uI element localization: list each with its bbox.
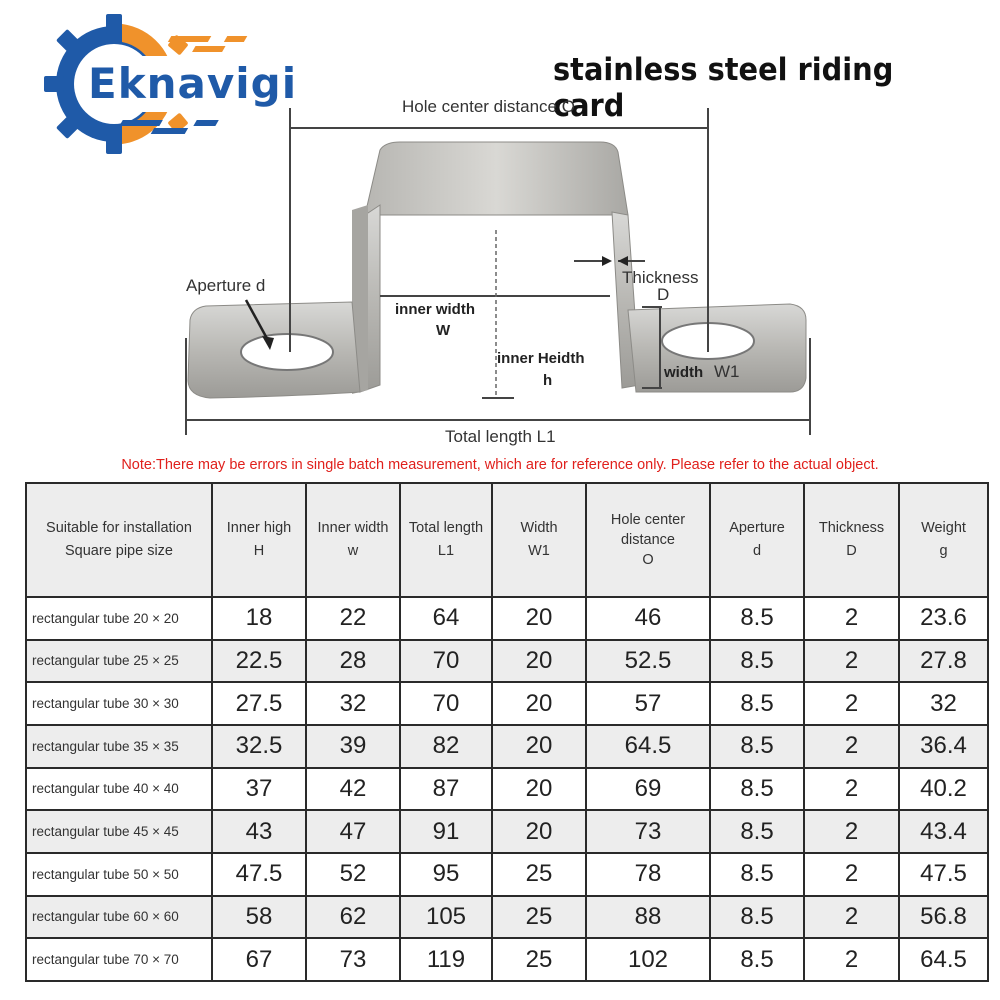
table-row	[26, 938, 988, 981]
cell-inner-high: 18	[212, 597, 306, 640]
cell-thickness: 2	[804, 640, 899, 683]
cell-inner-high: 58	[212, 896, 306, 939]
cell-width: 20	[492, 810, 586, 853]
cell-inner-width: 32	[306, 682, 400, 725]
cell-inner-width: 52	[306, 853, 400, 896]
cell-inner-high: 37	[212, 768, 306, 811]
cell-hole-center: 73	[586, 810, 710, 853]
cell-weight: 23.6	[899, 597, 988, 640]
cell-width: 20	[492, 725, 586, 768]
cell-hole-center: 46	[586, 597, 710, 640]
label-inner-width: inner width	[395, 301, 475, 318]
cell-inner-high: 32.5	[212, 725, 306, 768]
table-row	[26, 768, 988, 811]
cell-pipe-size: rectangular tube 20 × 20	[26, 597, 212, 640]
cell-inner-high: 43	[212, 810, 306, 853]
cell-total-length: 91	[400, 810, 492, 853]
cell-weight: 47.5	[899, 853, 988, 896]
spec-table-body	[26, 597, 988, 981]
cell-aperture: 8.5	[710, 682, 804, 725]
spec-table	[25, 482, 989, 982]
cell-total-length: 70	[400, 682, 492, 725]
cell-width: 20	[492, 682, 586, 725]
cell-inner-width: 28	[306, 640, 400, 683]
cell-aperture: 8.5	[710, 725, 804, 768]
cell-total-length: 70	[400, 640, 492, 683]
cell-hole-center: 69	[586, 768, 710, 811]
cell-thickness: 2	[804, 938, 899, 981]
cell-inner-high: 27.5	[212, 682, 306, 725]
cell-thickness: 2	[804, 810, 899, 853]
label-total-length: Total length L1	[445, 427, 556, 446]
cell-pipe-size: rectangular tube 35 × 35	[26, 725, 212, 768]
cell-aperture: 8.5	[710, 810, 804, 853]
cell-aperture: 8.5	[710, 938, 804, 981]
cell-inner-width: 22	[306, 597, 400, 640]
cell-pipe-size: rectangular tube 50 × 50	[26, 853, 212, 896]
label-width-symbol: W1	[714, 362, 740, 381]
cell-thickness: 2	[804, 853, 899, 896]
label-inner-height: inner Heidth	[497, 350, 585, 367]
table-row	[26, 725, 988, 768]
cell-weight: 43.4	[899, 810, 988, 853]
cell-aperture: 8.5	[710, 597, 804, 640]
label-hole-center-distance: Hole center distance O	[402, 97, 575, 116]
cell-weight: 64.5	[899, 938, 988, 981]
cell-aperture: 8.5	[710, 640, 804, 683]
header-inner-width: Inner width w	[306, 483, 400, 597]
cell-pipe-size: rectangular tube 25 × 25	[26, 640, 212, 683]
cell-weight: 36.4	[899, 725, 988, 768]
cell-inner-width: 73	[306, 938, 400, 981]
cell-weight: 32	[899, 682, 988, 725]
cell-inner-high: 67	[212, 938, 306, 981]
cell-hole-center: 78	[586, 853, 710, 896]
table-row	[26, 640, 988, 683]
header-weight: Weight g	[899, 483, 988, 597]
cell-total-length: 64	[400, 597, 492, 640]
cell-thickness: 2	[804, 725, 899, 768]
cell-hole-center: 88	[586, 896, 710, 939]
table-row	[26, 896, 988, 939]
measurement-note: Note:There may be errors in single batch measurement, which are for reference only. Please refer to the actual object.	[121, 457, 879, 473]
bracket-diagram	[0, 0, 1000, 455]
cell-total-length: 119	[400, 938, 492, 981]
cell-thickness: 2	[804, 768, 899, 811]
cell-total-length: 105	[400, 896, 492, 939]
cell-width: 25	[492, 853, 586, 896]
cell-width: 20	[492, 768, 586, 811]
label-thickness-symbol: D	[657, 285, 670, 304]
cell-weight: 40.2	[899, 768, 988, 811]
cell-pipe-size: rectangular tube 70 × 70	[26, 938, 212, 981]
header-aperture: Aperture d	[710, 483, 804, 597]
table-row	[26, 810, 988, 853]
table-row	[26, 682, 988, 725]
header-thickness: Thickness D	[804, 483, 899, 597]
cell-width: 20	[492, 640, 586, 683]
page-title: stainless steel riding card	[553, 52, 894, 124]
header-pipe-size: Suitable for installation Square pipe size	[26, 483, 212, 597]
cell-weight: 56.8	[899, 896, 988, 939]
cell-weight: 27.8	[899, 640, 988, 683]
cell-aperture: 8.5	[710, 853, 804, 896]
label-inner-height-symbol: h	[543, 372, 553, 389]
cell-width: 25	[492, 896, 586, 939]
bracket-illustration	[0, 0, 1000, 455]
header-hole-center: Hole center distance O	[586, 483, 710, 597]
cell-hole-center: 57	[586, 682, 710, 725]
cell-total-length: 95	[400, 853, 492, 896]
table-header-row	[26, 483, 988, 597]
cell-pipe-size: rectangular tube 45 × 45	[26, 810, 212, 853]
cell-thickness: 2	[804, 682, 899, 725]
cell-hole-center: 52.5	[586, 640, 710, 683]
cell-thickness: 2	[804, 597, 899, 640]
cell-total-length: 87	[400, 768, 492, 811]
cell-inner-width: 47	[306, 810, 400, 853]
cell-pipe-size: rectangular tube 30 × 30	[26, 682, 212, 725]
cell-pipe-size: rectangular tube 60 × 60	[26, 896, 212, 939]
label-width: width	[664, 364, 704, 381]
header-total-length: Total length L1	[400, 483, 492, 597]
cell-aperture: 8.5	[710, 768, 804, 811]
label-aperture: Aperture d	[186, 276, 266, 295]
header-width: Width W1	[492, 483, 586, 597]
table-row	[26, 597, 988, 640]
cell-inner-high: 22.5	[212, 640, 306, 683]
cell-hole-center: 102	[586, 938, 710, 981]
cell-inner-width: 62	[306, 896, 400, 939]
cell-width: 25	[492, 938, 586, 981]
brand-name: Eknavigi	[84, 56, 301, 112]
cell-aperture: 8.5	[710, 896, 804, 939]
cell-inner-width: 42	[306, 768, 400, 811]
header-inner-high: Inner high H	[212, 483, 306, 597]
cell-inner-width: 39	[306, 725, 400, 768]
cell-width: 20	[492, 597, 586, 640]
cell-inner-high: 47.5	[212, 853, 306, 896]
cell-thickness: 2	[804, 896, 899, 939]
cell-hole-center: 64.5	[586, 725, 710, 768]
label-inner-width-symbol: W	[436, 322, 451, 339]
cell-pipe-size: rectangular tube 40 × 40	[26, 768, 212, 811]
table-row	[26, 853, 988, 896]
cell-total-length: 82	[400, 725, 492, 768]
label-thickness: Thickness	[622, 268, 699, 287]
